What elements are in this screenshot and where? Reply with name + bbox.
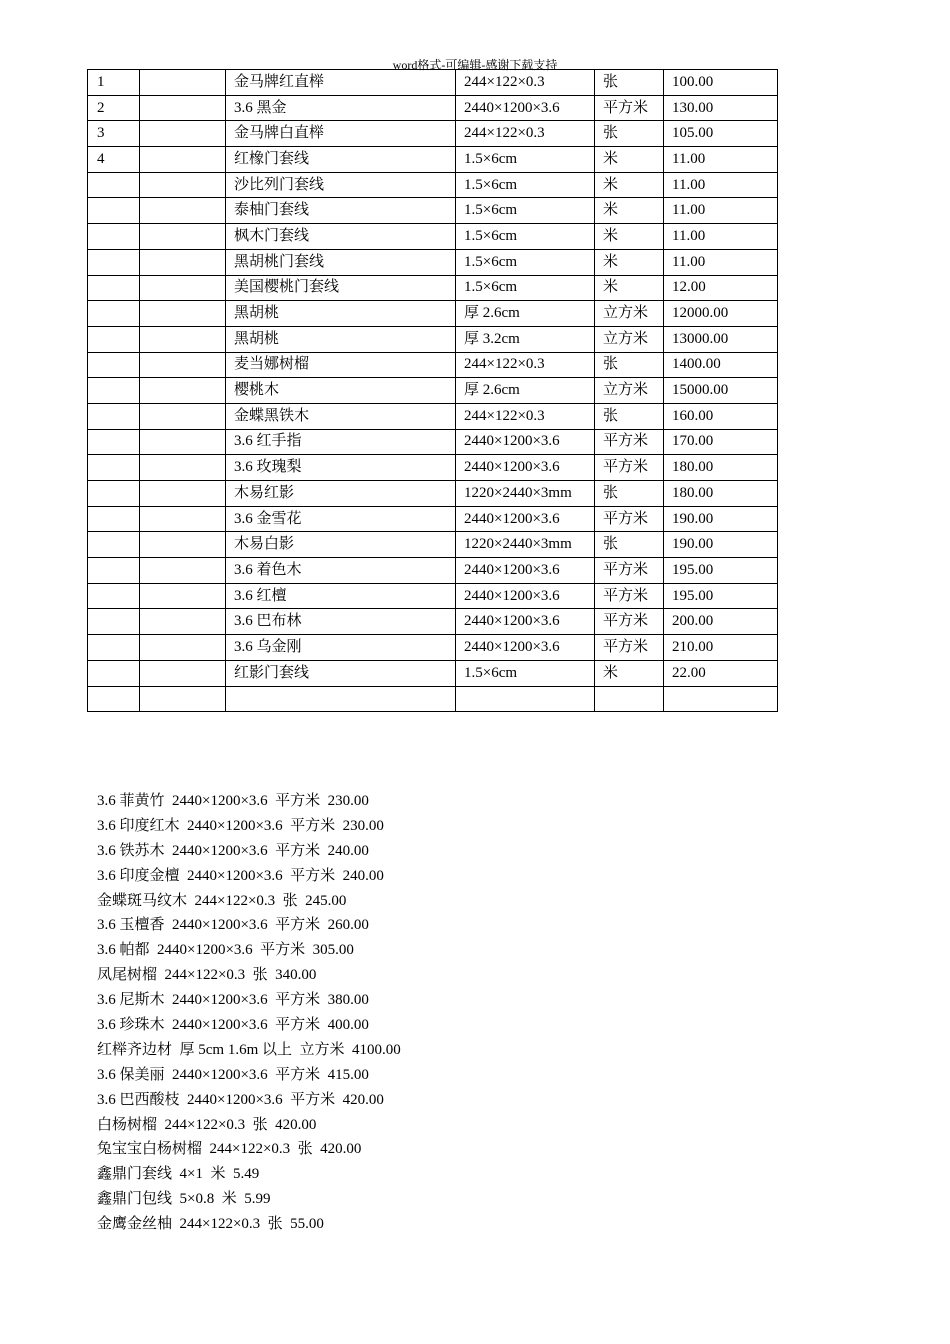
table-row [88, 326, 778, 352]
item-spec-cell: 2440×1200×3.6 [456, 95, 595, 121]
table-row [88, 506, 778, 532]
item-spec-cell: 2440×1200×3.6 [456, 455, 595, 481]
list-item: 3.6 珍珠木 2440×1200×3.6 平方米 400.00 [97, 1017, 369, 1034]
item-name-cell: 金蝶黑铁木 [226, 403, 456, 429]
item-code-cell [140, 609, 226, 635]
item-name-cell: 金马牌红直榉 [226, 70, 456, 96]
item-code-cell [140, 224, 226, 250]
item-code-cell [140, 481, 226, 507]
item-code-cell [140, 660, 226, 686]
table-row [88, 352, 778, 378]
row-number-cell [88, 275, 140, 301]
item-price-cell: 100.00 [664, 70, 778, 96]
row-number-cell [88, 378, 140, 404]
item-code-cell [140, 249, 226, 275]
price-list [97, 789, 401, 1237]
table-row [88, 481, 778, 507]
item-spec-cell: 244×122×0.3 [456, 121, 595, 147]
item-price-cell: 11.00 [664, 224, 778, 250]
item-code-cell [140, 558, 226, 584]
item-price-cell: 195.00 [664, 558, 778, 584]
item-name-cell: 黑胡桃门套线 [226, 249, 456, 275]
row-number-cell [88, 583, 140, 609]
item-price-cell: 190.00 [664, 532, 778, 558]
item-spec-cell: 厚 2.6cm [456, 378, 595, 404]
item-spec-cell: 2440×1200×3.6 [456, 429, 595, 455]
item-unit-cell: 米 [595, 198, 664, 224]
item-price-cell: 1400.00 [664, 352, 778, 378]
table-row [88, 686, 778, 712]
row-number-cell [88, 506, 140, 532]
item-price-cell: 170.00 [664, 429, 778, 455]
item-name-cell: 沙比列门套线 [226, 172, 456, 198]
item-price-cell: 22.00 [664, 660, 778, 686]
item-code-cell [140, 70, 226, 96]
item-price-cell: 11.00 [664, 198, 778, 224]
item-unit-cell: 张 [595, 70, 664, 96]
table-row [88, 301, 778, 327]
item-name-cell: 黑胡桃 [226, 326, 456, 352]
row-number-cell [88, 686, 140, 712]
item-name-cell: 3.6 黑金 [226, 95, 456, 121]
item-unit-cell: 平方米 [595, 506, 664, 532]
item-price-cell: 195.00 [664, 583, 778, 609]
item-spec-cell: 1220×2440×3mm [456, 481, 595, 507]
row-number-cell [88, 532, 140, 558]
item-unit-cell: 平方米 [595, 583, 664, 609]
item-code-cell [140, 686, 226, 712]
item-code-cell [140, 429, 226, 455]
item-unit-cell: 立方米 [595, 326, 664, 352]
item-spec-cell: 244×122×0.3 [456, 352, 595, 378]
row-number-cell [88, 301, 140, 327]
item-name-cell: 木易白影 [226, 532, 456, 558]
item-unit-cell: 米 [595, 275, 664, 301]
item-code-cell [140, 147, 226, 173]
item-code-cell [140, 275, 226, 301]
item-unit-cell: 张 [595, 352, 664, 378]
row-number-cell [88, 481, 140, 507]
row-number-cell [88, 198, 140, 224]
table-row [88, 70, 778, 96]
item-code-cell [140, 455, 226, 481]
list-item: 凤尾树榴 244×122×0.3 张 340.00 [97, 967, 317, 984]
row-number-cell: 4 [88, 147, 140, 173]
item-price-cell: 180.00 [664, 481, 778, 507]
item-spec-cell: 2440×1200×3.6 [456, 506, 595, 532]
row-number-cell [88, 635, 140, 661]
item-price-cell: 11.00 [664, 172, 778, 198]
row-number-cell [88, 455, 140, 481]
list-item: 鑫鼎门包线 5×0.8 米 5.99 [97, 1191, 271, 1208]
item-price-cell: 11.00 [664, 249, 778, 275]
item-spec-cell: 1220×2440×3mm [456, 532, 595, 558]
item-spec-cell: 厚 2.6cm [456, 301, 595, 327]
item-price-cell: 12000.00 [664, 301, 778, 327]
item-price-cell: 12.00 [664, 275, 778, 301]
item-code-cell [140, 532, 226, 558]
item-spec-cell: 1.5×6cm [456, 660, 595, 686]
item-unit-cell: 张 [595, 403, 664, 429]
item-code-cell [140, 121, 226, 147]
item-code-cell [140, 378, 226, 404]
item-name-cell: 3.6 着色木 [226, 558, 456, 584]
item-price-cell: 190.00 [664, 506, 778, 532]
list-item: 3.6 铁苏木 2440×1200×3.6 平方米 240.00 [97, 842, 369, 859]
list-item: 金鹰金丝柚 244×122×0.3 张 55.00 [97, 1216, 324, 1233]
table-row [88, 198, 778, 224]
item-price-cell: 105.00 [664, 121, 778, 147]
item-spec-cell: 1.5×6cm [456, 249, 595, 275]
item-price-cell: 11.00 [664, 147, 778, 173]
item-unit-cell: 米 [595, 660, 664, 686]
table-row [88, 583, 778, 609]
table-row [88, 172, 778, 198]
row-number-cell [88, 558, 140, 584]
table-row [88, 455, 778, 481]
item-name-cell: 3.6 乌金刚 [226, 635, 456, 661]
item-name-cell: 泰柚门套线 [226, 198, 456, 224]
item-unit-cell: 平方米 [595, 609, 664, 635]
item-spec-cell: 1.5×6cm [456, 224, 595, 250]
item-price-cell: 130.00 [664, 95, 778, 121]
list-item: 白杨树榴 244×122×0.3 张 420.00 [97, 1116, 317, 1133]
item-unit-cell: 立方米 [595, 378, 664, 404]
item-spec-cell: 2440×1200×3.6 [456, 609, 595, 635]
table-row [88, 121, 778, 147]
table-row [88, 609, 778, 635]
item-price-cell [664, 686, 778, 712]
page-header-text: word格式-可编辑-感谢下载支持 [392, 58, 558, 72]
item-code-cell [140, 301, 226, 327]
item-code-cell [140, 583, 226, 609]
table-row [88, 275, 778, 301]
item-spec-cell: 2440×1200×3.6 [456, 635, 595, 661]
row-number-cell [88, 429, 140, 455]
item-unit-cell: 张 [595, 481, 664, 507]
item-spec-cell [456, 686, 595, 712]
item-unit-cell [595, 686, 664, 712]
item-unit-cell: 平方米 [595, 635, 664, 661]
list-item: 兔宝宝白杨树榴 244×122×0.3 张 420.00 [97, 1141, 362, 1158]
item-name-cell: 红影门套线 [226, 660, 456, 686]
list-item: 3.6 印度金檀 2440×1200×3.6 平方米 240.00 [97, 867, 384, 884]
list-item: 3.6 保美丽 2440×1200×3.6 平方米 415.00 [97, 1066, 369, 1083]
item-spec-cell: 1.5×6cm [456, 147, 595, 173]
list-item: 3.6 玉檀香 2440×1200×3.6 平方米 260.00 [97, 917, 369, 934]
table-row [88, 403, 778, 429]
item-price-cell: 180.00 [664, 455, 778, 481]
item-unit-cell: 张 [595, 121, 664, 147]
item-name-cell: 麦当娜树榴 [226, 352, 456, 378]
list-item: 红榉齐边材 厚 5cm 1.6m 以上 立方米 4100.00 [97, 1041, 401, 1058]
item-spec-cell: 1.5×6cm [456, 275, 595, 301]
table-row [88, 95, 778, 121]
list-item: 3.6 尼斯木 2440×1200×3.6 平方米 380.00 [97, 992, 369, 1009]
list-item: 3.6 巴西酸枝 2440×1200×3.6 平方米 420.00 [97, 1091, 384, 1108]
item-unit-cell: 平方米 [595, 455, 664, 481]
list-item: 金蝶斑马纹木 244×122×0.3 张 245.00 [97, 892, 347, 909]
item-code-cell [140, 172, 226, 198]
item-name-cell: 樱桃木 [226, 378, 456, 404]
item-code-cell [140, 95, 226, 121]
row-number-cell [88, 172, 140, 198]
item-code-cell [140, 198, 226, 224]
item-name-cell: 黑胡桃 [226, 301, 456, 327]
row-number-cell [88, 609, 140, 635]
item-name-cell: 美国樱桃门套线 [226, 275, 456, 301]
item-price-cell: 15000.00 [664, 378, 778, 404]
item-name-cell: 3.6 金雪花 [226, 506, 456, 532]
item-code-cell [140, 352, 226, 378]
item-name-cell: 红橡门套线 [226, 147, 456, 173]
item-spec-cell: 1.5×6cm [456, 172, 595, 198]
item-price-cell: 13000.00 [664, 326, 778, 352]
item-unit-cell: 米 [595, 172, 664, 198]
table-row [88, 532, 778, 558]
table-row [88, 635, 778, 661]
row-number-cell: 3 [88, 121, 140, 147]
item-price-cell: 210.00 [664, 635, 778, 661]
item-unit-cell: 米 [595, 147, 664, 173]
item-name-cell: 3.6 红檀 [226, 583, 456, 609]
item-spec-cell: 2440×1200×3.6 [456, 583, 595, 609]
table-row [88, 660, 778, 686]
row-number-cell: 2 [88, 95, 140, 121]
item-unit-cell: 米 [595, 249, 664, 275]
item-spec-cell: 244×122×0.3 [456, 403, 595, 429]
item-spec-cell: 244×122×0.3 [456, 70, 595, 96]
price-table [87, 69, 778, 712]
price-table-body [88, 70, 778, 712]
item-code-cell [140, 326, 226, 352]
item-price-cell: 200.00 [664, 609, 778, 635]
item-name-cell: 枫木门套线 [226, 224, 456, 250]
item-spec-cell: 1.5×6cm [456, 198, 595, 224]
table-row [88, 224, 778, 250]
item-name-cell: 3.6 红手指 [226, 429, 456, 455]
item-unit-cell: 平方米 [595, 558, 664, 584]
row-number-cell [88, 249, 140, 275]
table-row [88, 558, 778, 584]
table-row [88, 147, 778, 173]
item-name-cell [226, 686, 456, 712]
item-spec-cell: 厚 3.2cm [456, 326, 595, 352]
row-number-cell [88, 352, 140, 378]
item-unit-cell: 张 [595, 532, 664, 558]
table-row [88, 378, 778, 404]
item-price-cell: 160.00 [664, 403, 778, 429]
item-code-cell [140, 635, 226, 661]
item-name-cell: 3.6 巴布林 [226, 609, 456, 635]
item-name-cell: 金马牌白直榉 [226, 121, 456, 147]
item-code-cell [140, 403, 226, 429]
table-row [88, 249, 778, 275]
item-spec-cell: 2440×1200×3.6 [456, 558, 595, 584]
table-row [88, 429, 778, 455]
item-name-cell: 3.6 玫瑰梨 [226, 455, 456, 481]
list-item: 3.6 帕都 2440×1200×3.6 平方米 305.00 [97, 942, 354, 959]
row-number-cell [88, 224, 140, 250]
item-code-cell [140, 506, 226, 532]
list-item: 鑫鼎门套线 4×1 米 5.49 [97, 1166, 260, 1183]
list-item: 3.6 印度红木 2440×1200×3.6 平方米 230.00 [97, 817, 384, 834]
row-number-cell [88, 326, 140, 352]
row-number-cell: 1 [88, 70, 140, 96]
row-number-cell [88, 403, 140, 429]
item-unit-cell: 米 [595, 224, 664, 250]
list-item: 3.6 菲黄竹 2440×1200×3.6 平方米 230.00 [97, 793, 369, 809]
row-number-cell [88, 660, 140, 686]
item-unit-cell: 立方米 [595, 301, 664, 327]
item-unit-cell: 平方米 [595, 429, 664, 455]
item-unit-cell: 平方米 [595, 95, 664, 121]
item-name-cell: 木易红影 [226, 481, 456, 507]
